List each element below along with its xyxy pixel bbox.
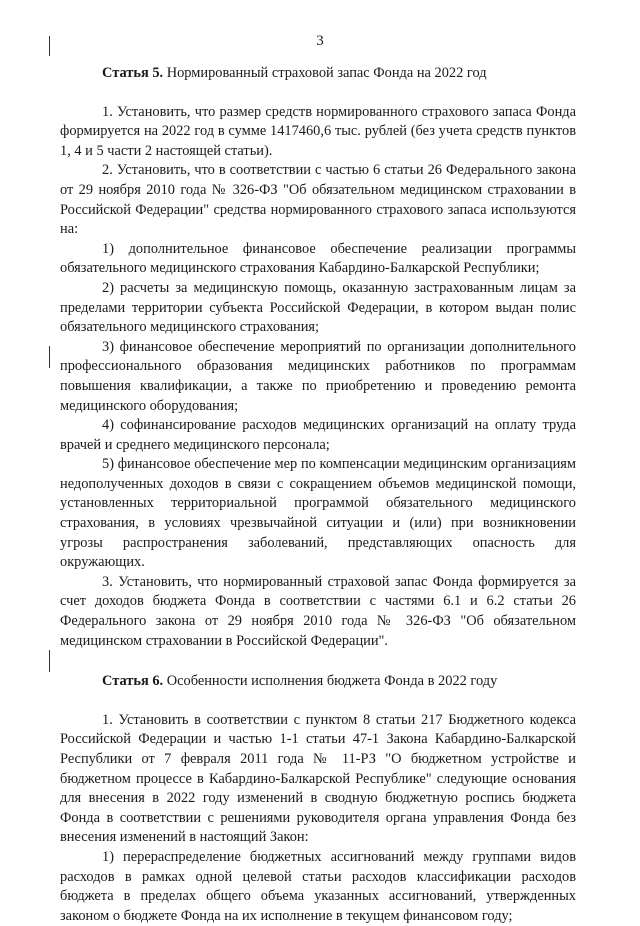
page-number: 3 [316,33,324,49]
article-5-title: Нормированный страховой запас Фонда на 2022 год [163,65,487,81]
article-5-item-5: 5) финансовое обеспечение мер по компенсации медицинским организациям недополученных доходов в связи с сокращением объемов медицинской помощи, установленных территориальной программой обязательного медицинского страхования, в условиях чрезвычайной ситуации и (или) при возникновении угрозы распространения заболеваний, представляющих опасность для окружающих. [60,456,576,571]
scan-edge-mark [49,346,50,368]
article-5-item-2: 2) расчеты за медицинскую помощь, оказанную застрахованным лицам за пределами территории субъекта Российской Федерации, в котором выдан полис обязательного медицинского страхования; [60,279,576,336]
article-6-title: Особенности исполнения бюджета Фонда в 2022 году [163,673,498,690]
article-5-item-3: 3) финансовое обеспечение мероприятий по организации дополнительного профессионального образования медицинских работников по программам повышения квалификации, а также по приобретению и проведению ремонта медицинского оборудования; [60,338,576,414]
article-6-number: Статья 6. [102,673,164,690]
article-6-paragraph-1: 1. Установить в соответствии с пунктом 8 статьи 217 Бюджетного кодекса Российской Федерации и частью 1-1 статьи 47-1 Закона Кабардино-Балкарской Республики от 7 февраля 2011 года № 11-РЗ "О бюджетном устройстве и бюджетном процессе в Кабардино-Балкарской Республике" следующие основания для внесения в 2022 году изменений в сводную бюджетную роспись бюджета Фонда в соответствии с решениями руководителя органа управления Фонда без внесения изменений в настоящий Закон: [60,711,576,846]
document-body [60,64,576,926]
article-5-paragraph-2: 2. Установить, что в соответствии с частью 6 статьи 26 Федерального закона от 29 ноября 2010 года № 326-ФЗ "Об обязательном медицинском страховании в Российской Федерации" средства нормированного страхового запаса используются на: [60,162,576,238]
article-6-item-1: 1) перераспределение бюджетных ассигнований между группами видов расходов в рамках одной целевой статьи расходов классификации расходов бюджета в пределах общего объема указанных ассигнований, утвержденных законом о бюджете Фонда на их исполнение в текущем финансовом году; [60,848,576,924]
article-5-number: Статья 5. [102,65,164,81]
article-5-paragraph-1: 1. Установить, что размер средств нормированного страхового запаса Фонда формируется на 2022 год в сумме 1417460,6 тыс. рублей (без учета средств пунктов 1, 4 и 5 части 2 настоящей статьи). [60,103,576,159]
article-5-paragraph-3: 3. Установить, что нормированный страховой запас Фонда формируется за счет доходов бюджета Фонда в соответствии с частями 6.1 и 6.2 статьи 26 Федерального закона от 29 ноября 2010 года № 326-ФЗ "Об обязательном медицинском страховании в Российской Федерации". [60,573,576,649]
scan-edge-mark [49,650,50,672]
article-5-heading [60,64,576,84]
article-5-item-4: 4) софинансирование расходов медицинских организаций на оплату труда врачей и среднего медицинского персонала; [60,417,576,453]
article-6-heading [60,672,576,692]
article-5-item-1: 1) дополнительное финансовое обеспечение реализации программы обязательного медицинского страхования Кабардино-Балкарской Республики; [60,240,576,277]
section-gap [60,651,576,672]
